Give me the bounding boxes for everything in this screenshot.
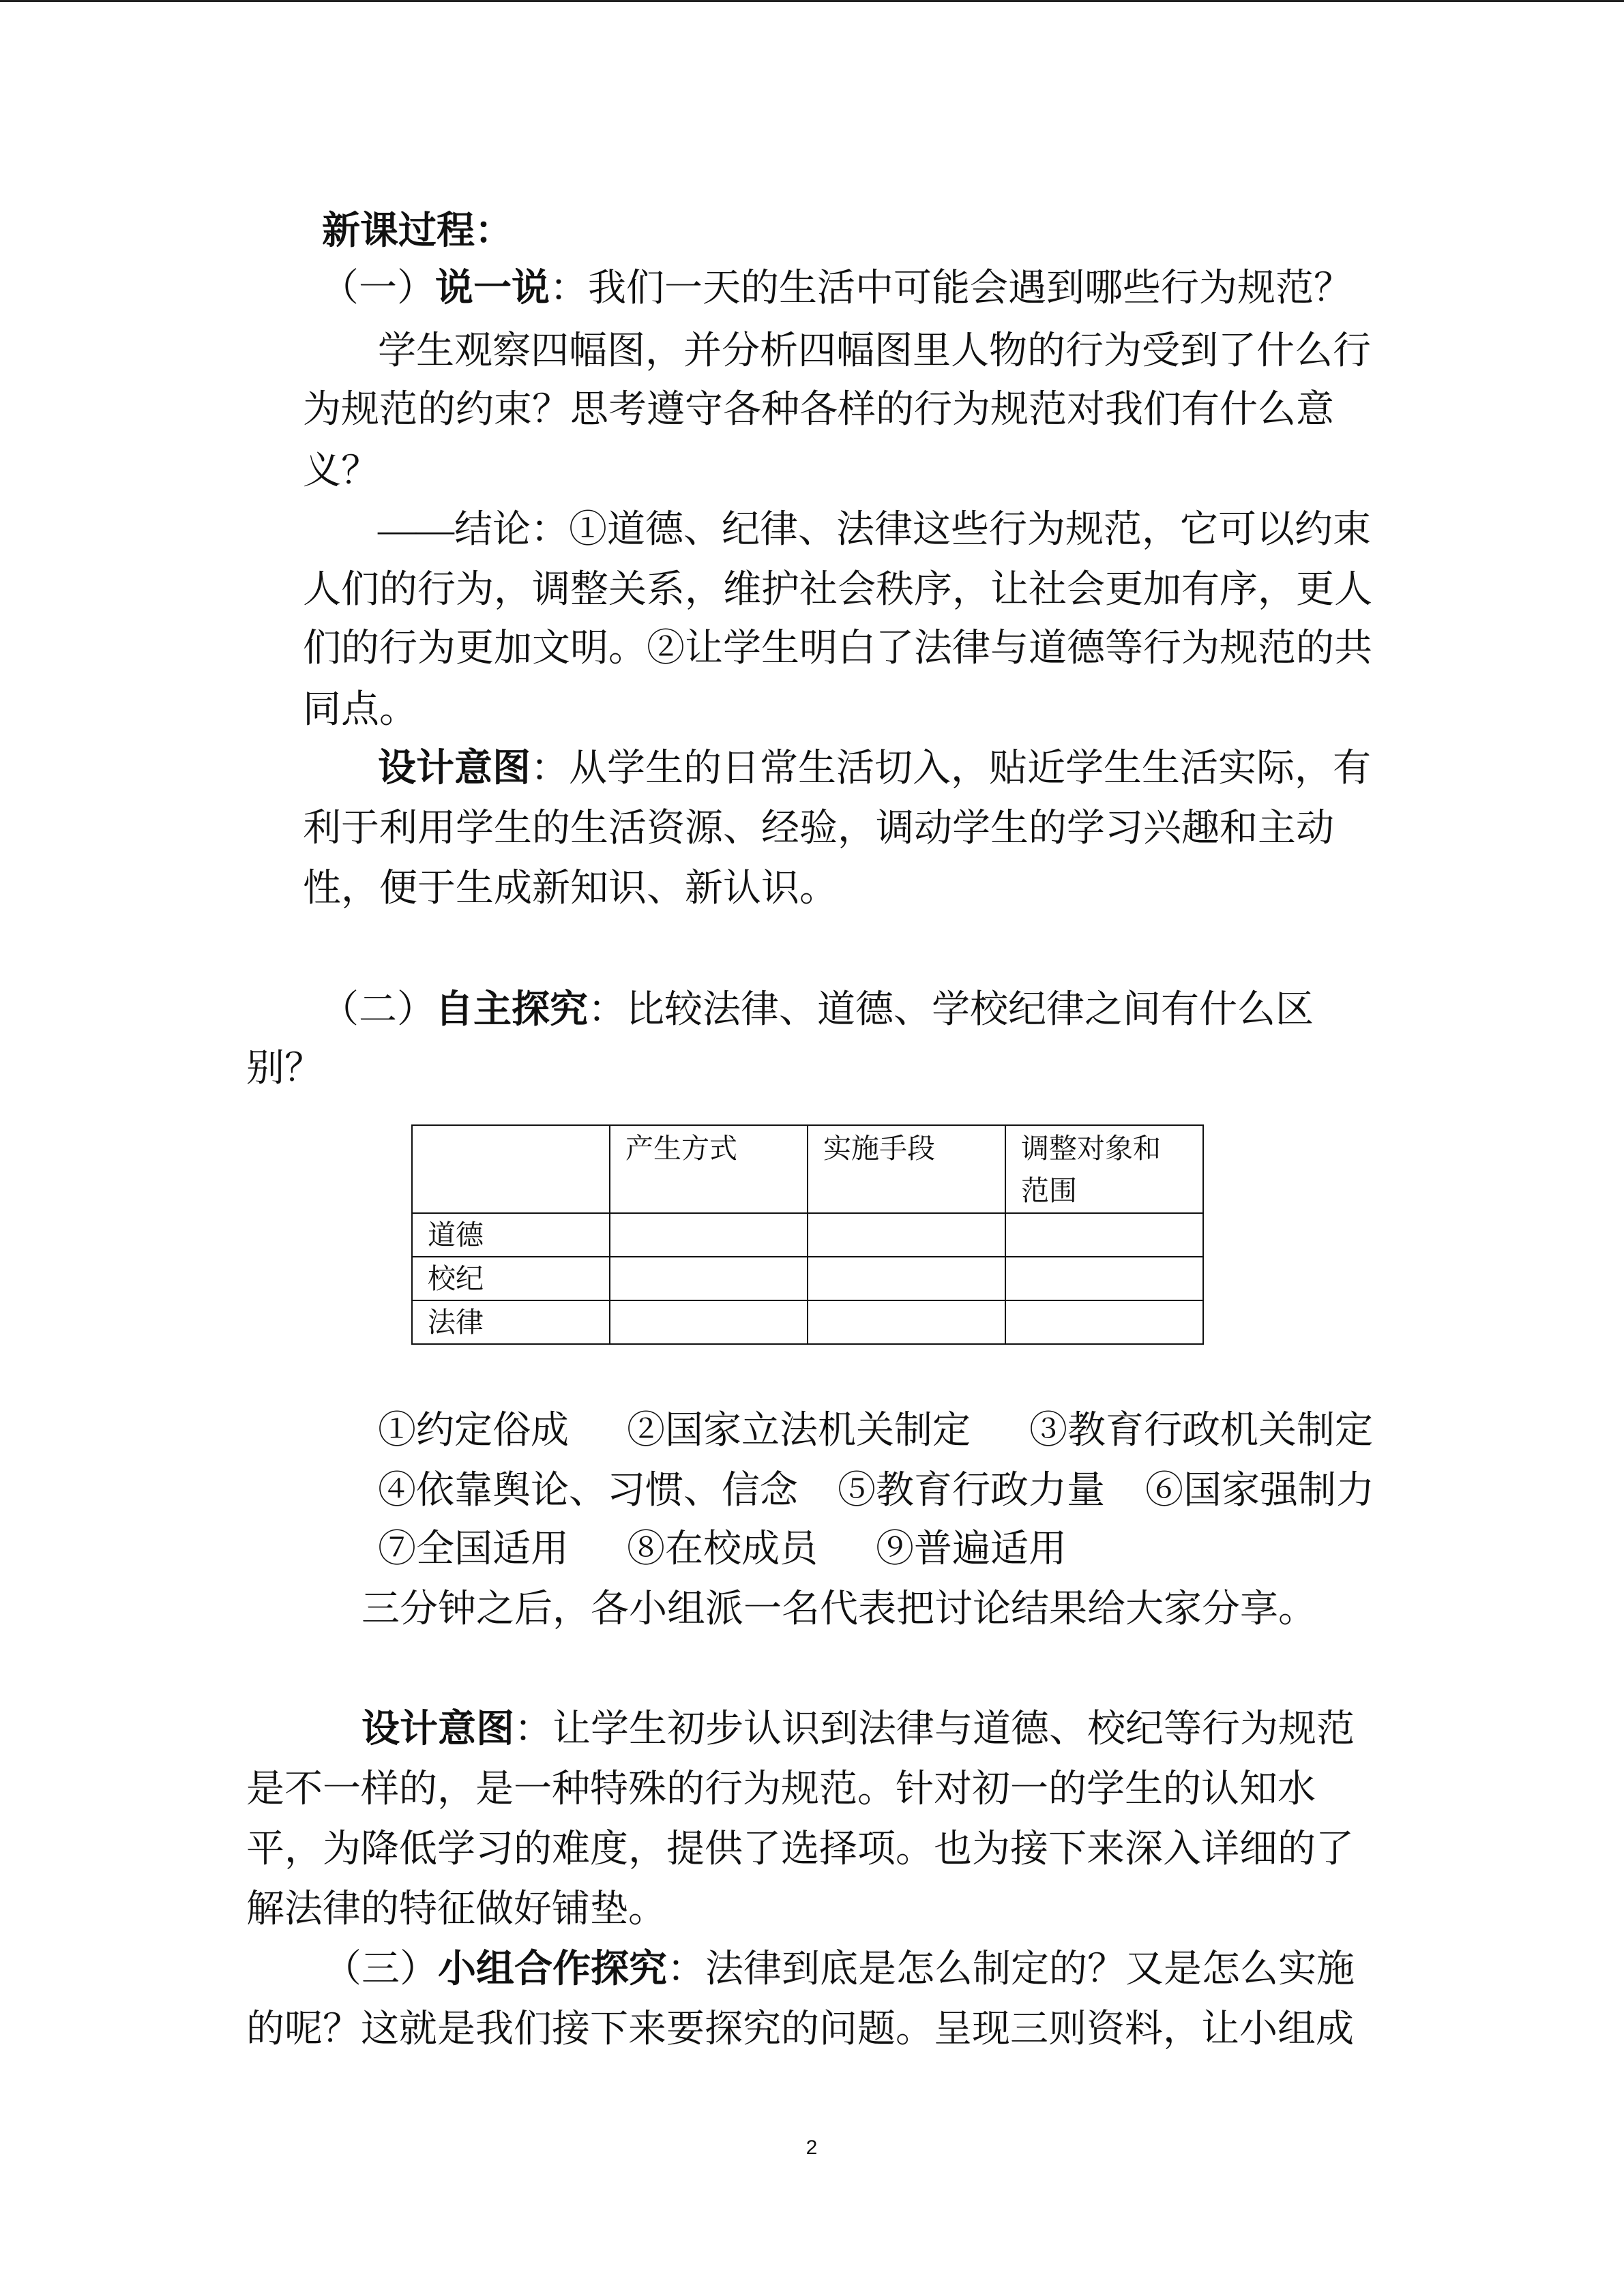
option-item: ⑨普遍适用	[876, 1528, 1067, 1570]
table-cell	[610, 1300, 808, 1344]
option-item: ④依靠舆论、习惯、信念	[378, 1470, 798, 1512]
part1-heading-bold: 说一说	[435, 267, 550, 310]
part3-heading-prefix: （三）	[323, 1948, 438, 1991]
table-cell	[808, 1300, 1005, 1344]
part2-heading	[321, 991, 1314, 1029]
design-intent-text: ：从学生的日常生活切入，贴近学生生活实际，有	[531, 747, 1371, 790]
part1-conclusion-line: ——结论：①道德、纪律、法律这些行为规范，它可以约束	[378, 509, 1371, 551]
option-item: ⑥国家强制力	[1145, 1470, 1374, 1512]
table-row	[412, 1213, 1203, 1257]
part2-design-intent-line: 解法律的特征做好铺垫。	[246, 1888, 666, 1930]
page-number: 2	[806, 2136, 818, 2159]
part1-design-intent-line	[378, 749, 1371, 788]
table-header-row	[412, 1125, 1203, 1213]
table-row-label: 校纪	[412, 1257, 610, 1300]
option-item: ⑧在校成员	[627, 1528, 818, 1570]
part1-conclusion-line: 人们的行为，调整关系，维护社会秩序，让社会更加有序，更人	[303, 569, 1372, 611]
part1-paragraph-line: 义？	[303, 450, 379, 492]
option-item: ③教育行政机关制定	[1029, 1410, 1373, 1452]
section-title: 新课过程：	[322, 210, 513, 252]
part1-design-intent-line: 性，便于生成新知识、新认识。	[303, 867, 838, 910]
part2-design-intent-line: 是不一样的，是一种特殊的行为规范。针对初一的学生的认知水	[246, 1768, 1316, 1810]
part2-instruction: 三分钟之后，各小组派一名代表把讨论结果给大家分享。	[361, 1588, 1316, 1630]
part2-heading-bold: 自主探究	[435, 989, 588, 1031]
table-cell	[610, 1257, 808, 1300]
part1-conclusion-line: 们的行为更加文明。②让学生明白了法律与道德等行为规范的共	[303, 627, 1372, 670]
table-header-cell: 产生方式	[610, 1125, 808, 1213]
table-cell	[1005, 1257, 1203, 1300]
part1-conclusion-line: 同点。	[303, 689, 417, 731]
part1-heading-text: ：我们一天的生活中可能会遇到哪些行为规范？	[550, 267, 1352, 310]
table-header-cell: 实施手段	[808, 1125, 1005, 1213]
design-intent-label: 设计意图	[378, 747, 531, 790]
table-row	[412, 1300, 1203, 1344]
table-row-label: 道德	[412, 1213, 610, 1257]
part1-paragraph-line: 为规范的约束？思考遵守各种各样的行为规范对我们有什么意	[303, 389, 1334, 431]
option-item: ①约定俗成	[378, 1410, 569, 1452]
part3-heading	[323, 1948, 1355, 1991]
option-item: ⑦全国适用	[378, 1528, 569, 1570]
table-row	[412, 1257, 1203, 1300]
table-cell	[808, 1213, 1005, 1257]
option-item: ⑤教育行政力量	[838, 1470, 1105, 1512]
part2-design-intent-line: 平，为降低学习的难度，提供了选择项。也为接下来深入详细的了	[246, 1828, 1354, 1870]
table-cell	[1005, 1213, 1203, 1257]
part1-design-intent-line: 利于利用学生的生活资源、经验，调动学生的学习兴趣和主动	[303, 807, 1334, 850]
part1-paragraph-line: 学生观察四幅图，并分析四幅图里人物的行为受到了什么行	[378, 330, 1371, 372]
part1-heading-prefix: （一）	[321, 267, 435, 310]
part3-heading-bold: 小组合作探究	[438, 1948, 667, 1991]
part2-heading-text: ：比较法律、道德、学校纪律之间有什么区	[588, 989, 1314, 1031]
comparison-table	[411, 1124, 1204, 1345]
design-intent-label: 设计意图	[361, 1708, 514, 1750]
part2-heading-continuation: 别？	[246, 1047, 323, 1090]
design-intent-text: ：让学生初步认识到法律与道德、校纪等行为规范	[514, 1708, 1355, 1750]
part3-heading-continuation: 的呢？这就是我们接下来要探究的问题。呈现三则资料，让小组成	[246, 2008, 1354, 2051]
page-top-edge-line	[0, 0, 1624, 2]
table-corner-cell	[412, 1125, 610, 1213]
part2-heading-prefix: （二）	[321, 989, 435, 1031]
table-cell	[610, 1213, 808, 1257]
part1-heading	[321, 269, 1352, 308]
table-row-label: 法律	[412, 1300, 610, 1344]
table-cell	[1005, 1300, 1203, 1344]
part2-design-intent-line	[361, 1710, 1355, 1748]
table-cell	[808, 1257, 1005, 1300]
option-item: ②国家立法机关制定	[627, 1410, 971, 1452]
part3-heading-text: ：法律到底是怎么制定的？又是怎么实施	[667, 1948, 1355, 1991]
table-header-cell: 调整对象和 范围	[1005, 1125, 1203, 1213]
